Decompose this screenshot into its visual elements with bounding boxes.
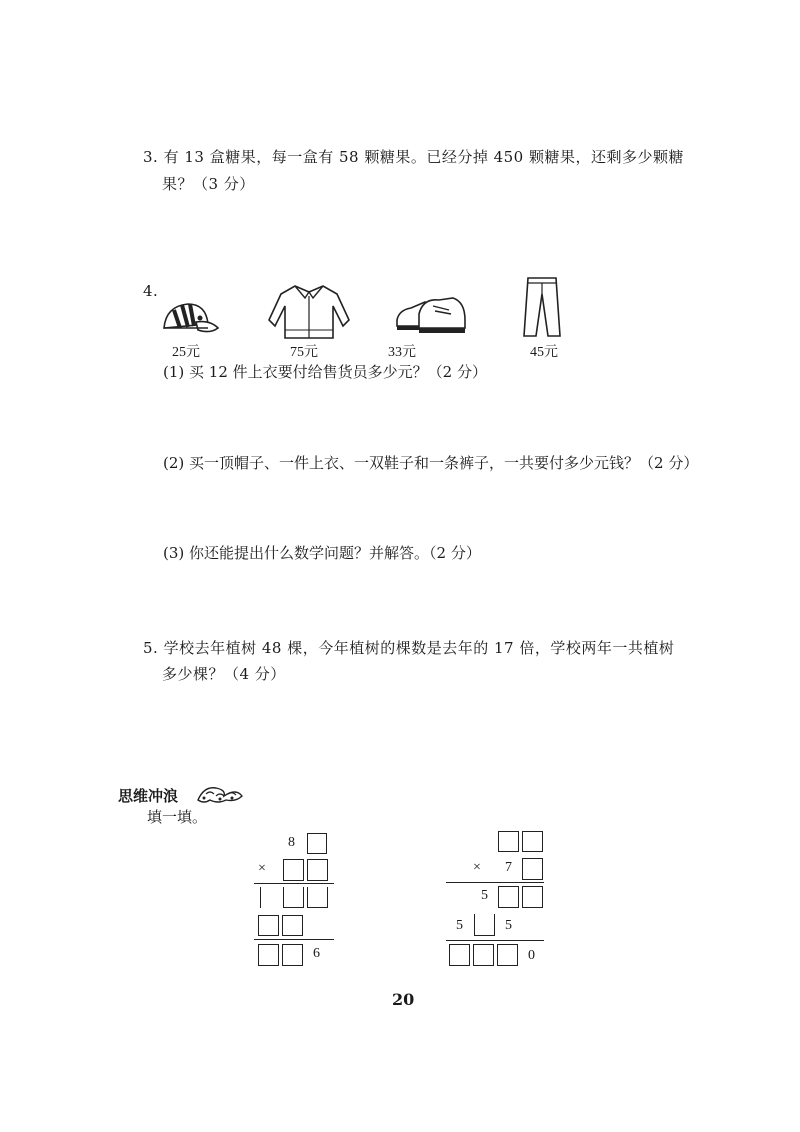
question-5-line-1: 5. 学校去年植树 48 棵，今年植树的棵数是去年的 17 倍，学校两年一共植树 bbox=[143, 639, 675, 657]
puzzle-1-blank-4[interactable] bbox=[260, 887, 261, 908]
puzzle-1-result-last: 6 bbox=[313, 946, 320, 961]
pants-price: 45元 bbox=[530, 345, 558, 360]
cap-icon bbox=[158, 298, 220, 338]
puzzle-1-top-digit: 8 bbox=[288, 835, 295, 850]
puzzle-2-partial-2-right: 5 bbox=[505, 918, 512, 933]
puzzle-1-blank-1[interactable] bbox=[307, 833, 327, 854]
shoes-icon bbox=[393, 292, 471, 338]
question-3-line-2: 果？（3 分） bbox=[162, 175, 255, 193]
puzzle-2-rule-1 bbox=[446, 882, 544, 883]
puzzle-1-rule-1 bbox=[254, 883, 334, 884]
puzzle-1-blank-5[interactable] bbox=[283, 887, 304, 908]
puzzle-2-blank-2[interactable] bbox=[522, 831, 543, 852]
puzzle-1-blank-6[interactable] bbox=[307, 887, 328, 908]
puzzle-1-rule-2 bbox=[254, 939, 334, 940]
puzzle-1-blank-3[interactable] bbox=[307, 859, 328, 881]
puzzle-2-blank-8[interactable] bbox=[473, 944, 494, 966]
question-3-line-1: 3. 有 13 盒糖果，每一盒有 58 颗糖果。已经分掉 450 颗糖果，还剩多少颗糖 bbox=[143, 148, 684, 166]
puzzle-1-times-sign: × bbox=[258, 861, 266, 876]
puzzle-2-partial-1-digit: 5 bbox=[481, 888, 488, 903]
shoes-price: 33元 bbox=[388, 345, 416, 360]
page-number: 20 bbox=[392, 990, 415, 1009]
section-title: 思维冲浪 bbox=[118, 787, 179, 805]
puzzle-2-blank-9[interactable] bbox=[497, 944, 518, 966]
question-5-line-2: 多少棵？（4 分） bbox=[162, 665, 286, 683]
jacket-icon bbox=[265, 280, 353, 342]
section-instruction: 填一填。 bbox=[147, 808, 208, 826]
question-4-sub-2: (2) 买一顶帽子、一件上衣、一双鞋子和一条裤子，一共要付多少元钱？（2 分） bbox=[163, 454, 699, 472]
puzzle-2-blank-7[interactable] bbox=[449, 944, 470, 966]
puzzle-2-blank-5[interactable] bbox=[522, 886, 543, 908]
puzzle-2-times-sign: × bbox=[473, 860, 481, 875]
question-4-sub-1: (1) 买 12 件上衣要付给售货员多少元？（2 分） bbox=[163, 363, 487, 381]
puzzle-1-blank-10[interactable] bbox=[282, 944, 303, 966]
puzzle-2-rule-2 bbox=[446, 940, 544, 941]
question-4-number: 4. bbox=[143, 282, 159, 300]
puzzle-2-blank-6[interactable] bbox=[474, 914, 495, 936]
puzzle-2-result-last: 0 bbox=[528, 948, 535, 963]
question-4-sub-3: (3) 你还能提出什么数学问题？并解答。（2 分） bbox=[163, 544, 481, 562]
puzzle-1-blank-8[interactable] bbox=[282, 915, 303, 936]
puzzle-1-blank-2[interactable] bbox=[283, 859, 304, 881]
jacket-price: 75元 bbox=[290, 345, 318, 360]
puzzle-2-partial-2-left: 5 bbox=[456, 918, 463, 933]
puzzle-2-mult-digit: 7 bbox=[505, 860, 512, 875]
puzzle-1-blank-9[interactable] bbox=[258, 944, 279, 966]
puzzle-2-blank-4[interactable] bbox=[498, 886, 519, 908]
puzzle-2-blank-1[interactable] bbox=[498, 831, 519, 852]
puzzle-1-blank-7[interactable] bbox=[258, 915, 279, 936]
pants-icon bbox=[520, 274, 564, 340]
puzzle-2-blank-3[interactable] bbox=[522, 858, 543, 880]
cap-price: 25元 bbox=[172, 345, 200, 360]
wave-icon bbox=[196, 782, 244, 806]
